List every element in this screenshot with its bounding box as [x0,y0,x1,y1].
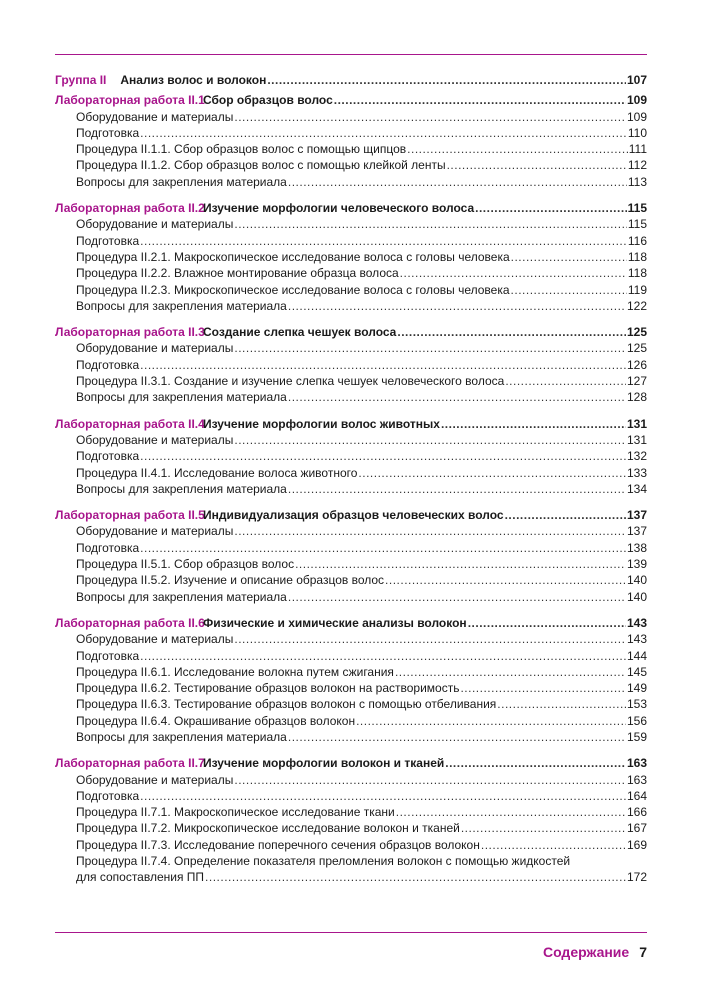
dot-leader [288,389,626,405]
entry-page: 159 [626,729,647,744]
entry-label: Процедура II.6.1. Исследование волокна путем сжигания [76,664,394,679]
entry-label: Процедура II.4.1. Исследование волоса животного [76,465,358,480]
toc-entry[interactable] [55,340,647,356]
entry-label: Процедура II.7.3. Исследование поперечного сечения образцов волокон [76,837,480,852]
dot-leader [234,432,626,448]
dot-leader [445,755,626,771]
lab-page: 115 [627,201,647,216]
entry-page: 163 [626,772,647,787]
toc-entry[interactable] [55,804,647,820]
dot-leader [396,804,626,820]
dot-leader [481,837,626,853]
lab-prefix: Лабораторная работа II.5 [55,508,205,523]
group-page: 107 [626,73,647,87]
toc-entry[interactable] [55,432,647,448]
toc-entry[interactable] [55,141,647,157]
entry-label: Процедура II.5.1. Сбор образцов волос [76,557,295,572]
entry-page: 169 [626,837,647,852]
entry-label: Оборудование и материалы [76,772,234,787]
lab-prefix: Лабораторная работа II.3 [55,325,205,340]
entry-page: 166 [626,805,647,820]
dot-leader [234,216,627,232]
entry-page: 110 [627,125,647,140]
dot-leader [288,481,626,497]
lab-heading[interactable] [55,615,647,631]
dot-leader [358,465,626,481]
dot-leader [234,772,626,788]
entry-label: Подготовка [76,357,140,372]
entry-page: 122 [626,298,647,313]
dot-leader [234,631,626,647]
toc-entry[interactable] [55,448,647,464]
entry-label: Процедура II.7.2. Микроскопическое исследование волокон и тканей [76,821,460,836]
lab-page: 137 [626,508,647,523]
entry-label: Вопросы для закрепления материала [76,174,287,189]
entry-label: Процедура II.1.1. Сбор образцов волос с помощью щипцов [76,142,407,157]
dot-leader [441,416,626,432]
entry-label: Подготовка [76,449,140,464]
toc-entry[interactable] [55,216,647,232]
entry-page: 116 [627,233,647,248]
entry-label: Процедура II.7.1. Макроскопическое исследование ткани [76,805,395,820]
entry-page: 172 [626,870,647,885]
toc-entry[interactable] [55,125,647,141]
toc-entry[interactable] [55,631,647,647]
lab-prefix: Лабораторная работа II.4 [55,416,205,431]
entry-label: Вопросы для закрепления материала [76,390,287,405]
group-title: Анализ волос и волокон [120,73,267,87]
toc-entry[interactable] [55,298,647,314]
entry-page: 127 [626,374,647,389]
bottom-divider [55,932,647,933]
entry-label: Процедура II.3.1. Создание и изучение слепка чешуек человеческого волоса [76,374,505,389]
dot-leader [295,556,626,572]
dot-leader [267,72,626,88]
dot-leader [288,589,626,605]
toc-entry[interactable] [55,357,647,373]
entry-label: Оборудование и материалы [76,632,234,647]
page-footer [543,944,647,960]
dot-leader [460,680,626,696]
toc-entry-multiline[interactable] [55,853,647,886]
entry-page: 118 [627,249,647,264]
lab-title: Физические и химические анализы волокон [203,615,467,630]
lab-prefix: Лабораторная работа II.1 [55,93,205,108]
toc-entry[interactable] [55,233,647,249]
entry-label: Вопросы для закрепления материала [76,298,287,313]
dot-leader [356,713,626,729]
lab-title: Изучение морфологии волос животных [203,416,440,431]
entry-page: 156 [626,713,647,728]
dot-leader [140,357,626,373]
entry-label: Подготовка [76,125,140,140]
toc-entry[interactable] [55,680,647,696]
lab-prefix: Лабораторная работа II.7 [55,756,205,771]
entry-page: 164 [626,788,647,803]
entry-label: Оборудование и материалы [76,432,234,447]
dot-leader [468,615,626,631]
dot-leader [461,820,626,836]
entry-page: 140 [626,589,647,604]
entry-page: 140 [626,573,647,588]
toc-entry[interactable] [55,729,647,745]
entry-label: Оборудование и материалы [76,524,234,539]
toc-entry[interactable] [55,465,647,481]
toc-entry[interactable] [55,788,647,804]
entry-label: Процедура II.2.2. Влажное монтирование образца волоса [76,266,399,281]
lab-page: 131 [626,416,647,431]
entry-label: Процедура II.6.4. Окрашивание образцов волокон [76,713,356,728]
entry-page: 128 [626,390,647,405]
toc-entry[interactable] [55,174,647,190]
dot-leader [288,298,626,314]
entry-label: Процедура II.2.3. Микроскопическое исследование волоса с головы человека [76,282,510,297]
entry-page: 112 [627,158,647,173]
lab-heading[interactable] [55,755,647,771]
entry-page: 126 [626,357,647,372]
lab-heading[interactable] [55,92,647,108]
entry-page: 153 [626,697,647,712]
toc-entry[interactable] [55,523,647,539]
entry-label: Вопросы для закрепления материала [76,481,287,496]
entry-page: 111 [628,142,647,157]
entry-label-line1: Процедура II.7.4. Определение показателя преломления волокон с помощью жидкостей [76,854,571,869]
lab-page: 163 [626,756,647,771]
toc-entry[interactable] [55,713,647,729]
toc-entry[interactable] [55,265,647,281]
entry-page: 137 [626,524,647,539]
dot-leader [234,109,626,125]
lab-title: Изучение морфологии волокон и тканей [203,756,445,771]
lab-heading[interactable] [55,507,647,523]
toc-entry[interactable] [55,556,647,572]
group-prefix: Группа II [55,73,107,87]
entry-label: Оборудование и материалы [76,109,234,124]
entry-page: 149 [626,681,647,696]
dot-leader [205,869,626,885]
entry-label: Процедура II.6.3. Тестирование образцов волокон с помощью отбеливания [76,697,497,712]
entry-page: 132 [626,449,647,464]
dot-leader [497,696,626,712]
lab-heading[interactable] [55,416,647,432]
dot-leader [140,448,626,464]
entry-page: 119 [627,282,647,297]
toc-entry[interactable] [55,481,647,497]
dot-leader [511,282,627,298]
dot-leader [505,373,626,389]
lab-title: Сбор образцов волос [203,93,333,108]
entry-page: 125 [626,341,647,356]
table-of-contents [55,72,647,886]
entry-label-line2: для сопоставления ПП [76,870,205,885]
dot-leader [288,174,627,190]
toc-entry[interactable] [55,540,647,556]
dot-leader [385,572,626,588]
entry-label: Процедура II.6.2. Тестирование образцов волокон на растворимость [76,681,460,696]
top-divider [55,54,647,55]
dot-leader [511,249,627,265]
entry-label: Процедура II.2.1. Макроскопическое исследование волоса с головы человека [76,249,510,264]
dot-leader [140,125,627,141]
dot-leader [140,540,626,556]
entry-label: Подготовка [76,788,140,803]
toc-entry[interactable] [55,648,647,664]
dot-leader [234,340,626,356]
dot-leader [140,788,626,804]
dot-leader [334,92,626,108]
dot-leader [397,324,626,340]
dot-leader [505,507,626,523]
toc-entry[interactable] [55,772,647,788]
entry-page: 109 [626,109,647,124]
lab-page: 125 [626,325,647,340]
entry-page: 139 [626,557,647,572]
entry-label: Оборудование и материалы [76,217,234,232]
footer-title: Содержание [542,944,630,960]
entry-label: Оборудование и материалы [76,341,234,356]
dot-leader [407,141,628,157]
entry-label: Подготовка [76,233,140,248]
entry-page: 115 [627,217,647,232]
page-number: 7 [639,944,647,960]
toc-entry[interactable] [55,389,647,405]
lab-title: Изучение морфологии человеческого волоса [203,201,475,216]
entry-label: Вопросы для закрепления материала [76,589,287,604]
toc-entry[interactable] [55,373,647,389]
dot-leader [140,648,626,664]
entry-page: 145 [626,664,647,679]
entry-page: 143 [626,632,647,647]
dot-leader [447,157,627,173]
dot-leader [140,233,627,249]
toc-entry[interactable] [55,109,647,125]
entry-label: Подготовка [76,540,140,555]
toc-entry[interactable] [55,664,647,680]
entry-page: 131 [626,432,647,447]
lab-title: Создание слепка чешуек волоса [203,325,397,340]
dot-leader [475,200,627,216]
entry-page: 144 [626,648,647,663]
toc-entry[interactable] [55,589,647,605]
entry-page: 138 [626,540,647,555]
group-heading[interactable] [55,72,647,88]
lab-page: 109 [626,93,647,108]
entry-label: Подготовка [76,648,140,663]
entry-page: 118 [627,266,647,281]
entry-page: 133 [626,465,647,480]
entry-page: 134 [626,481,647,496]
lab-heading[interactable] [55,200,647,216]
toc-entry[interactable] [55,572,647,588]
toc-entry[interactable] [55,157,647,173]
toc-entry[interactable] [55,249,647,265]
toc-entry[interactable] [55,282,647,298]
toc-entry[interactable] [55,696,647,712]
dot-leader [400,265,627,281]
dot-leader [234,523,626,539]
lab-page: 143 [626,615,647,630]
toc-entry[interactable] [55,837,647,853]
entry-label: Процедура II.1.2. Сбор образцов волос с помощью клейкой ленты [76,158,446,173]
entry-page: 167 [626,821,647,836]
entry-page: 113 [627,174,647,189]
lab-heading[interactable] [55,324,647,340]
dot-leader [395,664,626,680]
entry-label: Вопросы для закрепления материала [76,729,287,744]
lab-prefix: Лабораторная работа II.2 [55,201,205,216]
dot-leader [288,729,626,745]
entry-label: Процедура II.5.2. Изучение и описание образцов волос [76,573,385,588]
lab-title: Индивидуализация образцов человеческих волос [203,508,504,523]
lab-prefix: Лабораторная работа II.6 [55,615,205,630]
toc-entry[interactable] [55,820,647,836]
